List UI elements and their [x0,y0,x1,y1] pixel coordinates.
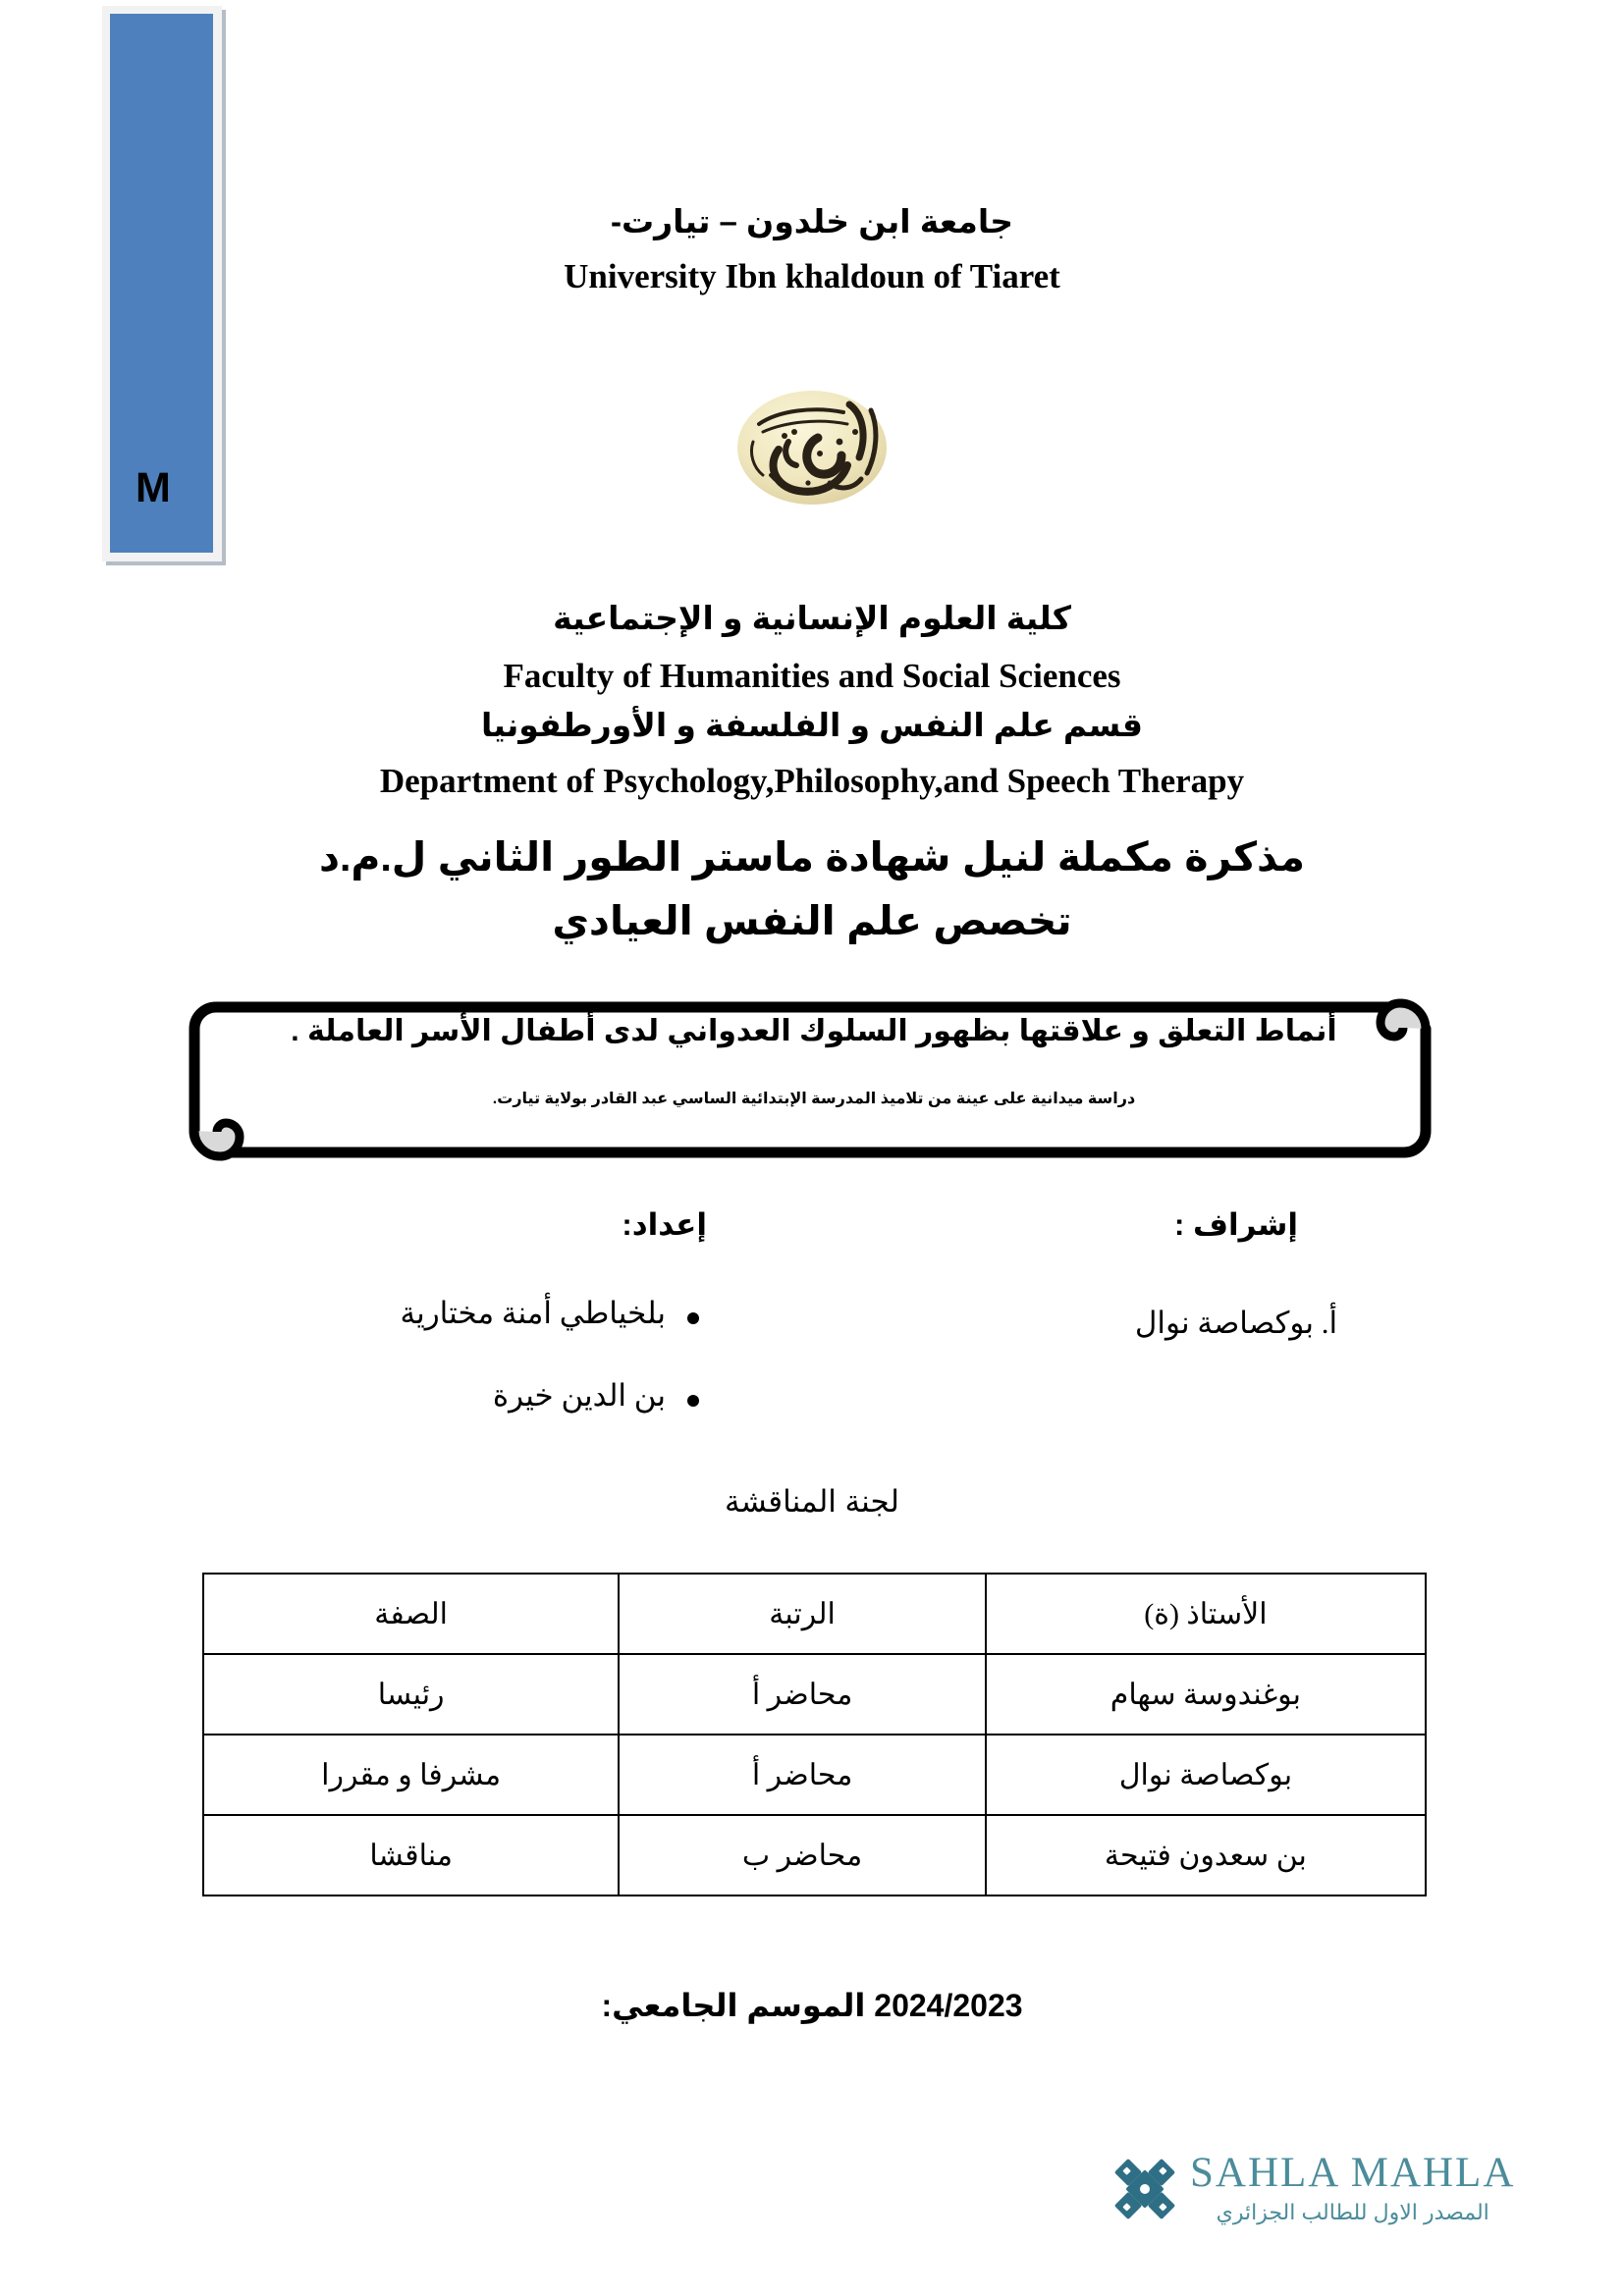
sahla-mahla-subtitle: المصدر الاول للطالب الجزائري [1216,2200,1489,2224]
academic-year-line [0,1987,1624,2024]
specialty-line [0,893,1624,949]
author-list [157,1296,707,1414]
cell-professor: بوكصاصة نوال [986,1735,1426,1815]
list-item: بلخياطي أمنة مختارية [157,1296,707,1331]
jury-heading: لجنة المناقشة [725,1484,899,1519]
column-header-rank: الرتبة [619,1574,986,1654]
degree-line [0,829,1624,885]
supervisor-label: إشراف : [1174,1207,1298,1242]
cell-role: رئيسا [203,1654,619,1735]
university-name-arabic-line [0,200,1624,244]
department-english-line [0,758,1624,804]
thesis-title-subtitle: دراسة ميدانية على عينة من تلاميذ المدرسة الإبتدائية الساسي عبد القادر بولاية تيارت. [492,1091,1136,1107]
table-header-row [203,1574,1426,1654]
sahla-mahla-logo-icon [1110,2154,1180,2224]
cell-role: مناقشا [203,1815,619,1896]
faculty-arabic-line [0,597,1624,641]
table-row [203,1815,1426,1896]
table-row [203,1654,1426,1735]
degree-text: مذكرة مكملة لنيل شهادة ماستر الطور الثاني ل.م.د [318,834,1306,880]
university-name-english: University Ibn khaldoun of Tiaret [564,257,1060,295]
academic-year-label: الموسم الجامعي: [601,1988,866,2023]
university-name-english-line [0,253,1624,299]
department-english: Department of Psychology,Philosophy,and Speech Therapy [379,762,1245,800]
cell-professor: بوغندوسة سهام [986,1654,1426,1735]
jury-table [202,1573,1427,1896]
sahla-mahla-title: SAHLA MAHLA [1190,2150,1516,2196]
prepared-by-label: إعداد: [622,1207,707,1242]
thesis-title-frame [177,982,1443,1178]
academic-year-value: 2024/2023 [874,1988,1023,2023]
department-arabic: قسم علم النفس و الفلسفة و الأورطفونيا [480,707,1143,743]
thesis-title-content [210,1003,1418,1162]
sahla-mahla-text [1190,2152,1515,2225]
university-seal-icon [724,381,900,514]
contributors-row [157,1205,1467,1461]
table-row [203,1735,1426,1815]
cell-rank: محاضر ب [619,1815,986,1896]
column-header-role: الصفة [203,1574,619,1654]
supervisor-name: أ. بوكصاصة نوال [1134,1306,1338,1341]
supervisor-column [1005,1205,1467,1344]
cell-professor: بن سعدون فتيحة [986,1815,1426,1896]
thesis-title-main: أنماط التعلق و علاقتها بظهور السلوك العدواني لدى أطفال الأسر العاملة . [291,1015,1337,1047]
department-arabic-line [0,704,1624,748]
cell-rank: محاضر أ [619,1735,986,1815]
cell-role: مشرفا و مقررا [203,1735,619,1815]
university-name-arabic: جامعة ابن خلدون – تيارت- [610,203,1014,240]
list-item: بن الدين خيرة [157,1378,707,1414]
column-header-professor: الأستاذ (ة) [986,1574,1426,1654]
image-placeholder-letter: M [135,464,171,511]
sahla-mahla-watermark [1110,2152,1522,2262]
faculty-english: Faculty of Humanities and Social Sciences [503,657,1121,695]
specialty-text: تخصص علم النفس العيادي [552,898,1072,943]
cell-rank: محاضر أ [619,1654,986,1735]
prepared-by-column [157,1205,707,1461]
faculty-english-line [0,653,1624,699]
faculty-arabic: كلية العلوم الإنسانية و الإجتماعية [553,600,1071,636]
